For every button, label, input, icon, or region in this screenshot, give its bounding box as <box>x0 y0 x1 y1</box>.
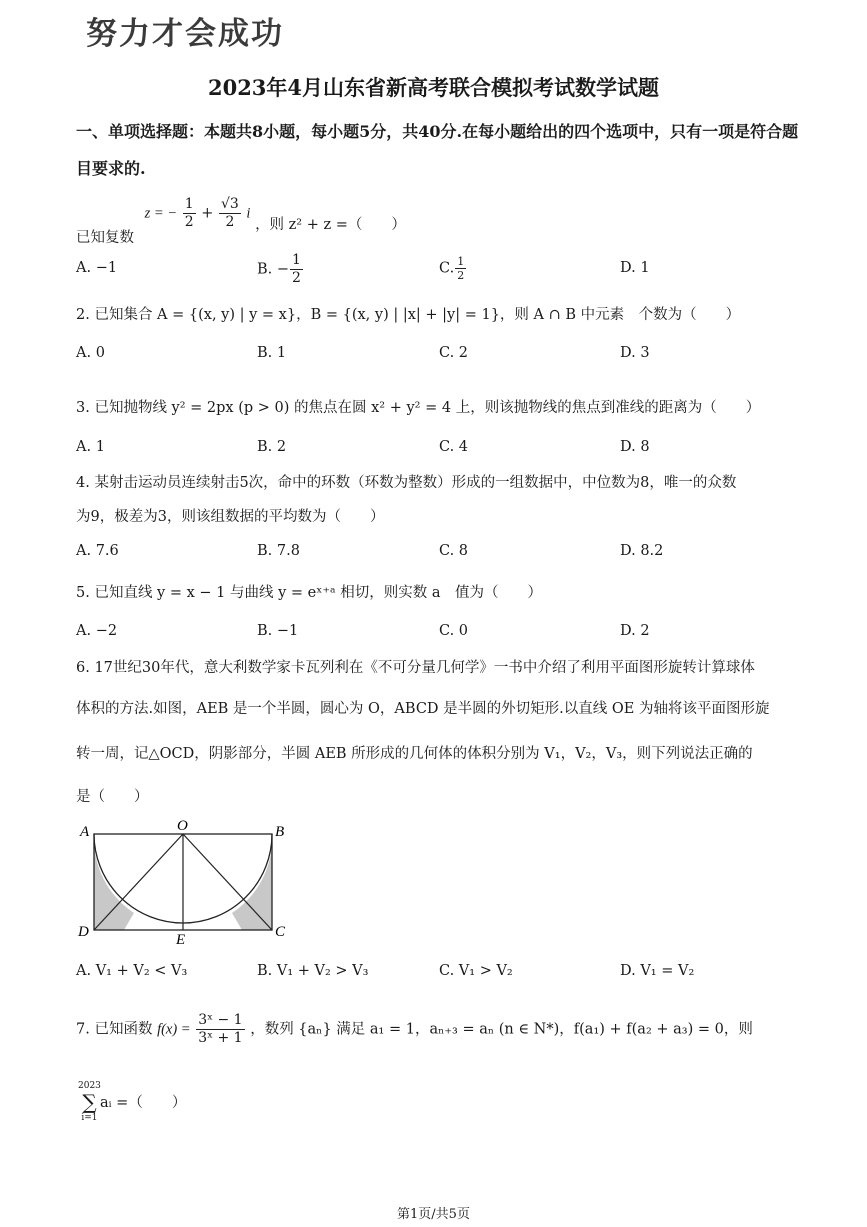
q7-suffix: ，数列 {aₙ} 满足 a₁ = 1，aₙ₊₃ = aₙ (n ∈ N*)，f(a₁) + f(a₂ + a₃) = 0，则 <box>250 1021 753 1038</box>
q6-option-b: B. V₁ + V₂ > V₃ <box>257 963 369 979</box>
question-2: 2. 已知集合 A = {(x, y) | y = x}，B = {(x, y) | |x| + |y| = 1}，则 A ∩ B 中元素 个数为（ ） <box>76 307 741 323</box>
q4-option-b: B. 7.8 <box>257 543 300 559</box>
q1-option-a: A. −1 <box>76 260 118 276</box>
q7-prefix: 7. 已知函数 <box>76 1021 153 1038</box>
question-4-line-2: 为9，极差为3，则该组数据的平均数为（ ） <box>76 509 385 525</box>
q1-option-b: B. − $\frac{1}{2}$ <box>257 252 301 286</box>
q1-suffix: ，则 z² + z =（ ） <box>255 216 406 233</box>
label-d: D <box>78 924 89 940</box>
q2-option-c: C. 2 <box>439 345 469 361</box>
q5-option-c: C. 0 <box>439 623 469 639</box>
q1-option-c: C. $\frac{1}{2}$ <box>439 255 465 282</box>
q3-option-a: A. 1 <box>76 439 105 455</box>
question-5: 5. 已知直线 y = x − 1 与曲线 y = eˣ⁺ᵃ 相切，则实数 a 值为（ ） <box>76 585 542 601</box>
label-c: C <box>275 924 286 940</box>
q1-frac-2: $\frac{√3}{2}$ <box>220 196 239 230</box>
q7-function: f(x) = <box>157 1021 191 1038</box>
q5-option-a: A. −2 <box>76 623 118 639</box>
q4-option-d: D. 8.2 <box>620 543 664 559</box>
motto-watermark: 努力才会成功 <box>86 16 284 52</box>
q6-option-a: A. V₁ + V₂ < V₃ <box>76 963 188 979</box>
question-1 <box>76 196 406 246</box>
shaded-region-left <box>94 834 134 930</box>
question-6-line-2: 体积的方法.如图，AEB 是一个半圆，圆心为 O，ABCD 是半圆的外切矩形.以直线 OE 为轴将该平面图形旋 <box>76 701 770 717</box>
question-4-line-1: 4. 某射击运动员连续射击5次，命中的环数（环数为整数）形成的一组数据中，中位数为8，唯一的众数 <box>76 475 737 491</box>
label-a: A <box>80 824 90 840</box>
section-heading: 一、单项选择题：本题共8小题，每小题5分，共40分.在每小题给出的四个选项中，只有一项是符合题目要求的. <box>76 122 799 178</box>
q3-option-d: D. 8 <box>620 439 650 455</box>
shaded-region-right <box>232 834 272 930</box>
q5-option-d: D. 2 <box>620 623 650 639</box>
q1-option-d: D. 1 <box>620 260 650 276</box>
question-6-line-3: 转一周，记△OCD，阴影部分，半圆 AEB 所形成的几何体的体积分别为 V₁，V₂，V₃，则下列说法正确的 <box>76 746 753 762</box>
q5-option-b: B. −1 <box>257 623 299 639</box>
q7-sum-suffix: aᵢ =（ ） <box>100 1095 187 1111</box>
question-6-line-1: 6. 17世纪30年代，意大利数学家卡瓦列利在《不可分量几何学》一书中介绍了利用平面图形旋转计算球体 <box>76 660 755 676</box>
question-7 <box>76 1012 753 1047</box>
q2-option-d: D. 3 <box>620 345 650 361</box>
q4-option-a: A. 7.6 <box>76 543 119 559</box>
q7-frac: $\frac{\text{3ˣ − 1}}{\text{3ˣ + 1}}$ <box>198 1012 243 1046</box>
q1-frac-1: $\frac{1}{2}$ <box>184 196 194 230</box>
q1-plus: + <box>201 205 214 222</box>
exam-title: 2023年4月山东省新高考联合模拟考试数学试题 <box>207 75 660 100</box>
q7-summation: 2023 ∑ i=1 <box>78 1081 101 1123</box>
label-b: B <box>275 824 285 840</box>
q3-option-c: C. 4 <box>439 439 469 455</box>
q1-prefix: 已知复数 <box>76 229 134 246</box>
q2-option-b: B. 1 <box>257 345 287 361</box>
semicircle-rectangle-figure <box>76 816 296 948</box>
q3-option-b: B. 2 <box>257 439 287 455</box>
q1-unit: i <box>246 205 251 222</box>
q4-option-c: C. 8 <box>439 543 469 559</box>
q6-option-d: D. V₁ = V₂ <box>620 963 695 979</box>
label-o: O <box>177 818 188 834</box>
q1-expr: z = − <box>144 205 178 222</box>
label-e: E <box>176 932 186 948</box>
question-6-line-4: 是（ ） <box>76 789 149 805</box>
q2-option-a: A. 0 <box>76 345 105 361</box>
question-3: 3. 已知抛物线 y² = 2px (p > 0) 的焦点在圆 x² + y² = 4 上，则该抛物线的焦点到准线的距离为（ ） <box>76 400 761 416</box>
q6-option-c: C. V₁ > V₂ <box>439 963 513 979</box>
page-footer: 第1页/共5页 <box>397 1207 470 1222</box>
